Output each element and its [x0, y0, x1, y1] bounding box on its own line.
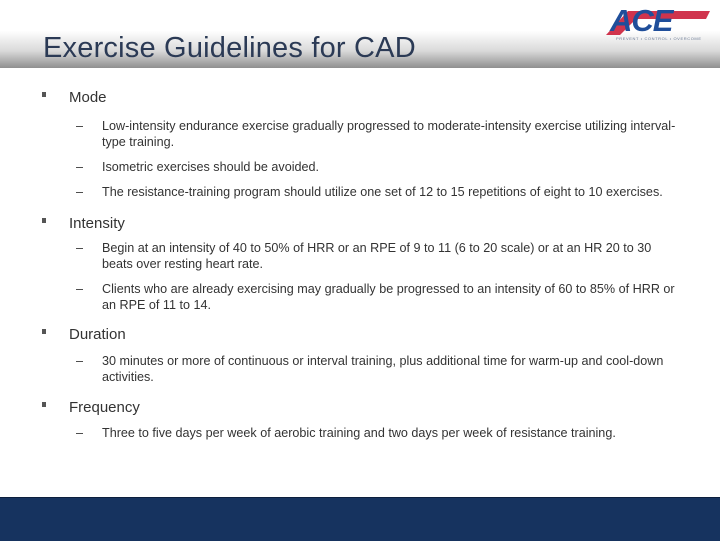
- list-item: [0, 240, 720, 272]
- list-item: [0, 425, 720, 441]
- slide-header: [0, 0, 720, 68]
- list-item-text: Clients who are already exercising may gradually be progressed to an intensity of 60 to 85% of HRR or an RPE of 11 to 14.: [102, 282, 675, 312]
- section-intensity: [0, 214, 720, 236]
- logo-tagline: PREVENT • CONTROL • OVERCOME: [616, 36, 702, 41]
- list-item-text: The resistance-training program should utilize one set of 12 to 15 repetitions of eight to 10 exercises.: [102, 185, 663, 199]
- section-frequency: [0, 398, 720, 420]
- list-item-text: Begin at an intensity of 40 to 50% of HRR or an RPE of 9 to 11 (6 to 20 scale) or at an HR 20 to 30 beats over resting heart rate.: [102, 241, 652, 271]
- ace-logo: [606, 5, 714, 45]
- list-item: [0, 353, 720, 385]
- list-item-text: Isometric exercises should be avoided.: [102, 160, 320, 174]
- dash-icon: –: [76, 241, 84, 255]
- bullet-square-icon: [42, 218, 46, 223]
- section-heading: Duration: [69, 326, 126, 343]
- bullet-square-icon: [42, 92, 46, 97]
- list-item: [0, 281, 720, 313]
- slide-content: [0, 88, 720, 441]
- list-item: [0, 184, 720, 200]
- list-item: [0, 118, 720, 150]
- section-mode: [0, 88, 720, 110]
- list-item-text: 30 minutes or more of continuous or interval training, plus additional time for warm-up and cool-down activities.: [102, 354, 664, 384]
- dash-icon: –: [76, 185, 84, 199]
- dash-icon: –: [76, 160, 84, 174]
- bullet-square-icon: [42, 329, 46, 334]
- list-item-text: Three to five days per week of aerobic training and two days per week of resistance training.: [102, 426, 616, 440]
- dash-icon: –: [76, 282, 84, 296]
- dash-icon: –: [76, 119, 84, 133]
- section-duration: [0, 325, 720, 347]
- slide-footer-bar: [0, 497, 720, 541]
- section-heading: Frequency: [69, 399, 140, 416]
- page-title: Exercise Guidelines for CAD: [43, 32, 416, 64]
- dash-icon: –: [76, 354, 84, 368]
- bullet-square-icon: [42, 402, 46, 407]
- logo-word: ACE: [610, 3, 673, 38]
- dash-icon: –: [76, 426, 84, 440]
- list-item-text: Low-intensity endurance exercise gradually progressed to moderate-intensity exercise utilizing interval-type training.: [102, 119, 676, 149]
- section-heading: Mode: [69, 89, 107, 106]
- section-heading: Intensity: [69, 215, 125, 232]
- list-item: [0, 159, 720, 175]
